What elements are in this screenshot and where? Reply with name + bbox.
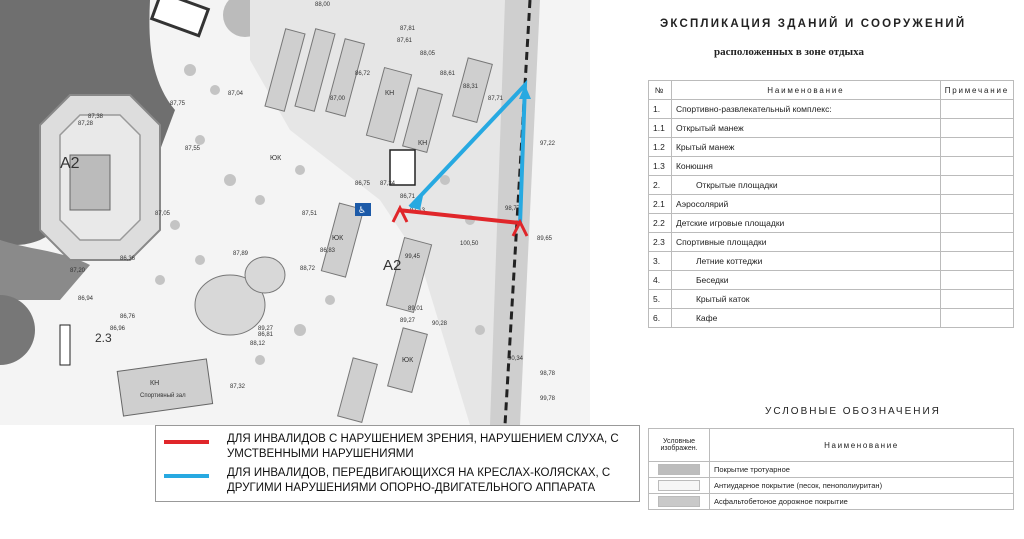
explication-row-num: 1.2 xyxy=(649,138,672,157)
explication-body xyxy=(649,100,1014,328)
explication-row-note xyxy=(940,138,1013,157)
route-legend xyxy=(155,425,640,502)
explication-row-note xyxy=(940,233,1013,252)
symbol-name: Покрытие тротуарное xyxy=(710,462,1014,478)
elevation-mark: 86,75 xyxy=(355,181,371,187)
building-yuk-label: ЮК xyxy=(270,155,282,162)
elevation-mark: 87,61 xyxy=(397,38,413,44)
explication-row-name: Беседки xyxy=(671,271,940,290)
explication-row-num: 1. xyxy=(649,100,672,119)
explication-row-num: 4. xyxy=(649,271,672,290)
explication-subtitle: расположенных в зоне отдыха xyxy=(714,46,864,58)
elevation-mark: 87,34 xyxy=(380,181,396,187)
explication-row-note xyxy=(940,252,1013,271)
explication-row-note xyxy=(940,176,1013,195)
explication-row xyxy=(649,119,1014,138)
elevation-mark: 90,28 xyxy=(432,321,448,327)
explication-row xyxy=(649,290,1014,309)
elevation-mark: 89,65 xyxy=(537,236,553,242)
building-top-square xyxy=(152,0,209,36)
round-structure xyxy=(0,295,35,365)
elevation-mark: 87,04 xyxy=(228,91,244,97)
explication-row-name: Спортивно-развлекательный комплекс: xyxy=(671,100,940,119)
elevation-mark: 88,00 xyxy=(315,2,331,8)
elevation-mark: 99,78 xyxy=(540,396,556,402)
elevation-mark: 88,12 xyxy=(250,341,266,347)
explication-row-name: Конюшня xyxy=(671,157,940,176)
explication-row xyxy=(649,233,1014,252)
elevation-mark: 88,05 xyxy=(420,51,436,57)
building-kn-label-2: КН xyxy=(418,140,428,147)
elevation-mark: 86,72 xyxy=(355,71,371,77)
elevation-mark: 87,89 xyxy=(233,251,249,257)
symbols-swatch-cell xyxy=(649,462,710,478)
elevation-mark: 88,31 xyxy=(463,84,479,90)
elevation-mark: 86,81 xyxy=(258,332,274,338)
symbols-legend-table xyxy=(648,428,1014,510)
explication-row-name: Аэросолярий xyxy=(671,195,940,214)
explication-row xyxy=(649,195,1014,214)
explication-row-num: 5. xyxy=(649,290,672,309)
explication-row-note xyxy=(940,119,1013,138)
explication-table xyxy=(648,80,1014,328)
building-yuk-label-2: ЮК xyxy=(332,235,344,242)
elevation-mark: 88,61 xyxy=(440,71,456,77)
elevation-mark: 87,71 xyxy=(488,96,504,102)
explication-row-name: Кафе xyxy=(671,309,940,328)
explication-row-name: Детские игровые площадки xyxy=(671,214,940,233)
elevation-mark: 87,75 xyxy=(170,101,186,107)
explication-row-note xyxy=(940,290,1013,309)
symbols-legend-row xyxy=(649,494,1014,510)
elevation-mark: 87,55 xyxy=(185,146,201,152)
explication-row-name: Спортивные площадки xyxy=(671,233,940,252)
elevation-mark: 86,71 xyxy=(400,194,416,200)
elevation-mark: 89,27 xyxy=(400,318,416,324)
building-white-block xyxy=(390,150,415,185)
red-route-description: ДЛЯ ИНВАЛИДОВ С НАРУШЕНИЕМ ЗРЕНИЯ, НАРУШЕНИЕМ СЛУХА, С УМСТВЕННЫМИ НАРУШЕНИЯМИ xyxy=(227,433,619,460)
explication-row xyxy=(649,157,1014,176)
explication-row xyxy=(649,271,1014,290)
symbols-header-left: Условные изображен. xyxy=(649,429,710,462)
elevation-mark: 87,51 xyxy=(302,211,318,217)
header-note: Примечание xyxy=(940,81,1013,100)
explication-row-note xyxy=(940,195,1013,214)
elevation-mark: 99,45 xyxy=(405,254,421,260)
symbols-legend-body xyxy=(649,429,1014,510)
explication-row-note xyxy=(940,214,1013,233)
explication-row-num: 1.3 xyxy=(649,157,672,176)
elevation-mark: 86,94 xyxy=(78,296,94,302)
explication-row xyxy=(649,309,1014,328)
zone-label-a2-left: A2 xyxy=(60,155,80,172)
elevation-mark: 87,20 xyxy=(70,268,86,274)
symbols-legend-row xyxy=(649,462,1014,478)
elevation-mark: 100,50 xyxy=(460,241,479,247)
elevation-mark: 86,76 xyxy=(120,314,136,320)
header-name: Наименование xyxy=(671,81,940,100)
elevation-mark: 90,34 xyxy=(508,356,524,362)
symbol-swatch xyxy=(658,464,700,475)
oval-playground-small xyxy=(245,257,285,293)
elevation-mark: 87,05 xyxy=(155,211,171,217)
symbol-swatch xyxy=(658,496,700,507)
elevation-mark: 97,22 xyxy=(540,141,556,147)
elevation-mark: 89,27 xyxy=(258,326,274,332)
elevation-mark: 86,83 xyxy=(320,248,336,254)
symbols-legend-row xyxy=(649,478,1014,494)
symbol-swatch xyxy=(658,480,700,491)
route-legend-blue xyxy=(164,466,627,496)
elevation-mark: 87,81 xyxy=(400,26,416,32)
building-yuk-label-3: ЮК xyxy=(402,357,414,364)
symbols-swatch-cell xyxy=(649,494,710,510)
blue-route-swatch xyxy=(164,474,209,478)
elevation-mark: 89,01 xyxy=(408,306,424,312)
explication-row-note xyxy=(940,100,1013,119)
explication-row xyxy=(649,100,1014,119)
explication-title: ЭКСПЛИКАЦИЯ ЗДАНИЙ И СООРУЖЕНИЙ xyxy=(660,18,967,30)
explication-row-note xyxy=(940,271,1013,290)
elevation-mark: 86,96 xyxy=(110,326,126,332)
symbols-legend-header xyxy=(649,429,1014,462)
elevation-mark: 86,36 xyxy=(120,256,136,262)
zone-label-23: 2.3 xyxy=(95,331,112,345)
explication-row-num: 6. xyxy=(649,309,672,328)
explication-row-note xyxy=(940,309,1013,328)
symbol-name: Асфальтобетоное дорожное покрытие xyxy=(710,494,1014,510)
zone-label-a2-center: A2 xyxy=(383,257,402,274)
explication-row xyxy=(649,214,1014,233)
header-num: № xyxy=(649,81,672,100)
symbols-header-right: Наименование xyxy=(710,429,1014,462)
explication-row-note xyxy=(940,157,1013,176)
sport-hall-label: Спортивный зал xyxy=(140,393,186,399)
elevation-mark: 87,38 xyxy=(88,114,104,120)
building-j xyxy=(338,358,378,422)
symbol-name: Антиударное покрытие (песок, пенополиуритан) xyxy=(710,478,1014,494)
service-strip xyxy=(60,325,70,365)
explication-row-name: Летние коттеджи xyxy=(671,252,940,271)
symbols-swatch-cell xyxy=(649,478,710,494)
explication-row-name: Крытый манеж xyxy=(671,138,940,157)
elevation-mark: 98,77 xyxy=(505,206,521,212)
elevation-mark: 87,00 xyxy=(330,96,346,102)
route-legend-red xyxy=(164,432,627,462)
explication-row-num: 1.1 xyxy=(649,119,672,138)
explication-row-name: Открытый манеж xyxy=(671,119,940,138)
elevation-mark: 98,78 xyxy=(540,371,556,377)
site-plan-map xyxy=(0,0,590,425)
explication-row-name: Крытый каток xyxy=(671,290,940,309)
symbols-legend-title: УСЛОВНЫЕ ОБОЗНАЧЕНИЯ xyxy=(765,406,941,417)
sport-hall-building xyxy=(117,359,212,416)
sport-hall-kn-label: КН xyxy=(150,380,160,387)
explication-row xyxy=(649,176,1014,195)
blue-route-description: ДЛЯ ИНВАЛИДОВ, ПЕРЕДВИГАЮЩИХСЯ НА КРЕСЛАХ-КОЛЯСКАХ, С ДРУГИМИ НАРУШЕНИЯМИ ОПОРНО-ДВИГАТЕЛЬНОГО АППАРАТА xyxy=(227,467,611,494)
wheelchair-glyph: ♿ xyxy=(358,206,367,216)
red-route-swatch xyxy=(164,440,209,444)
explication-row-num: 2. xyxy=(649,176,672,195)
site-plan-drawing xyxy=(0,0,590,425)
elevation-mark: 88,72 xyxy=(300,266,316,272)
elevation-mark: 87,32 xyxy=(230,384,246,390)
elevation-mark: 87,28 xyxy=(78,121,94,127)
explication-row xyxy=(649,138,1014,157)
explication-header-row xyxy=(649,81,1014,100)
explication-row xyxy=(649,252,1014,271)
explication-row-num: 2.2 xyxy=(649,214,672,233)
explication-row-name: Открытые площадки xyxy=(671,176,940,195)
explication-row-num: 2.3 xyxy=(649,233,672,252)
explication-row-num: 3. xyxy=(649,252,672,271)
explication-row-num: 2.1 xyxy=(649,195,672,214)
building-kn-label: КН xyxy=(385,90,395,97)
